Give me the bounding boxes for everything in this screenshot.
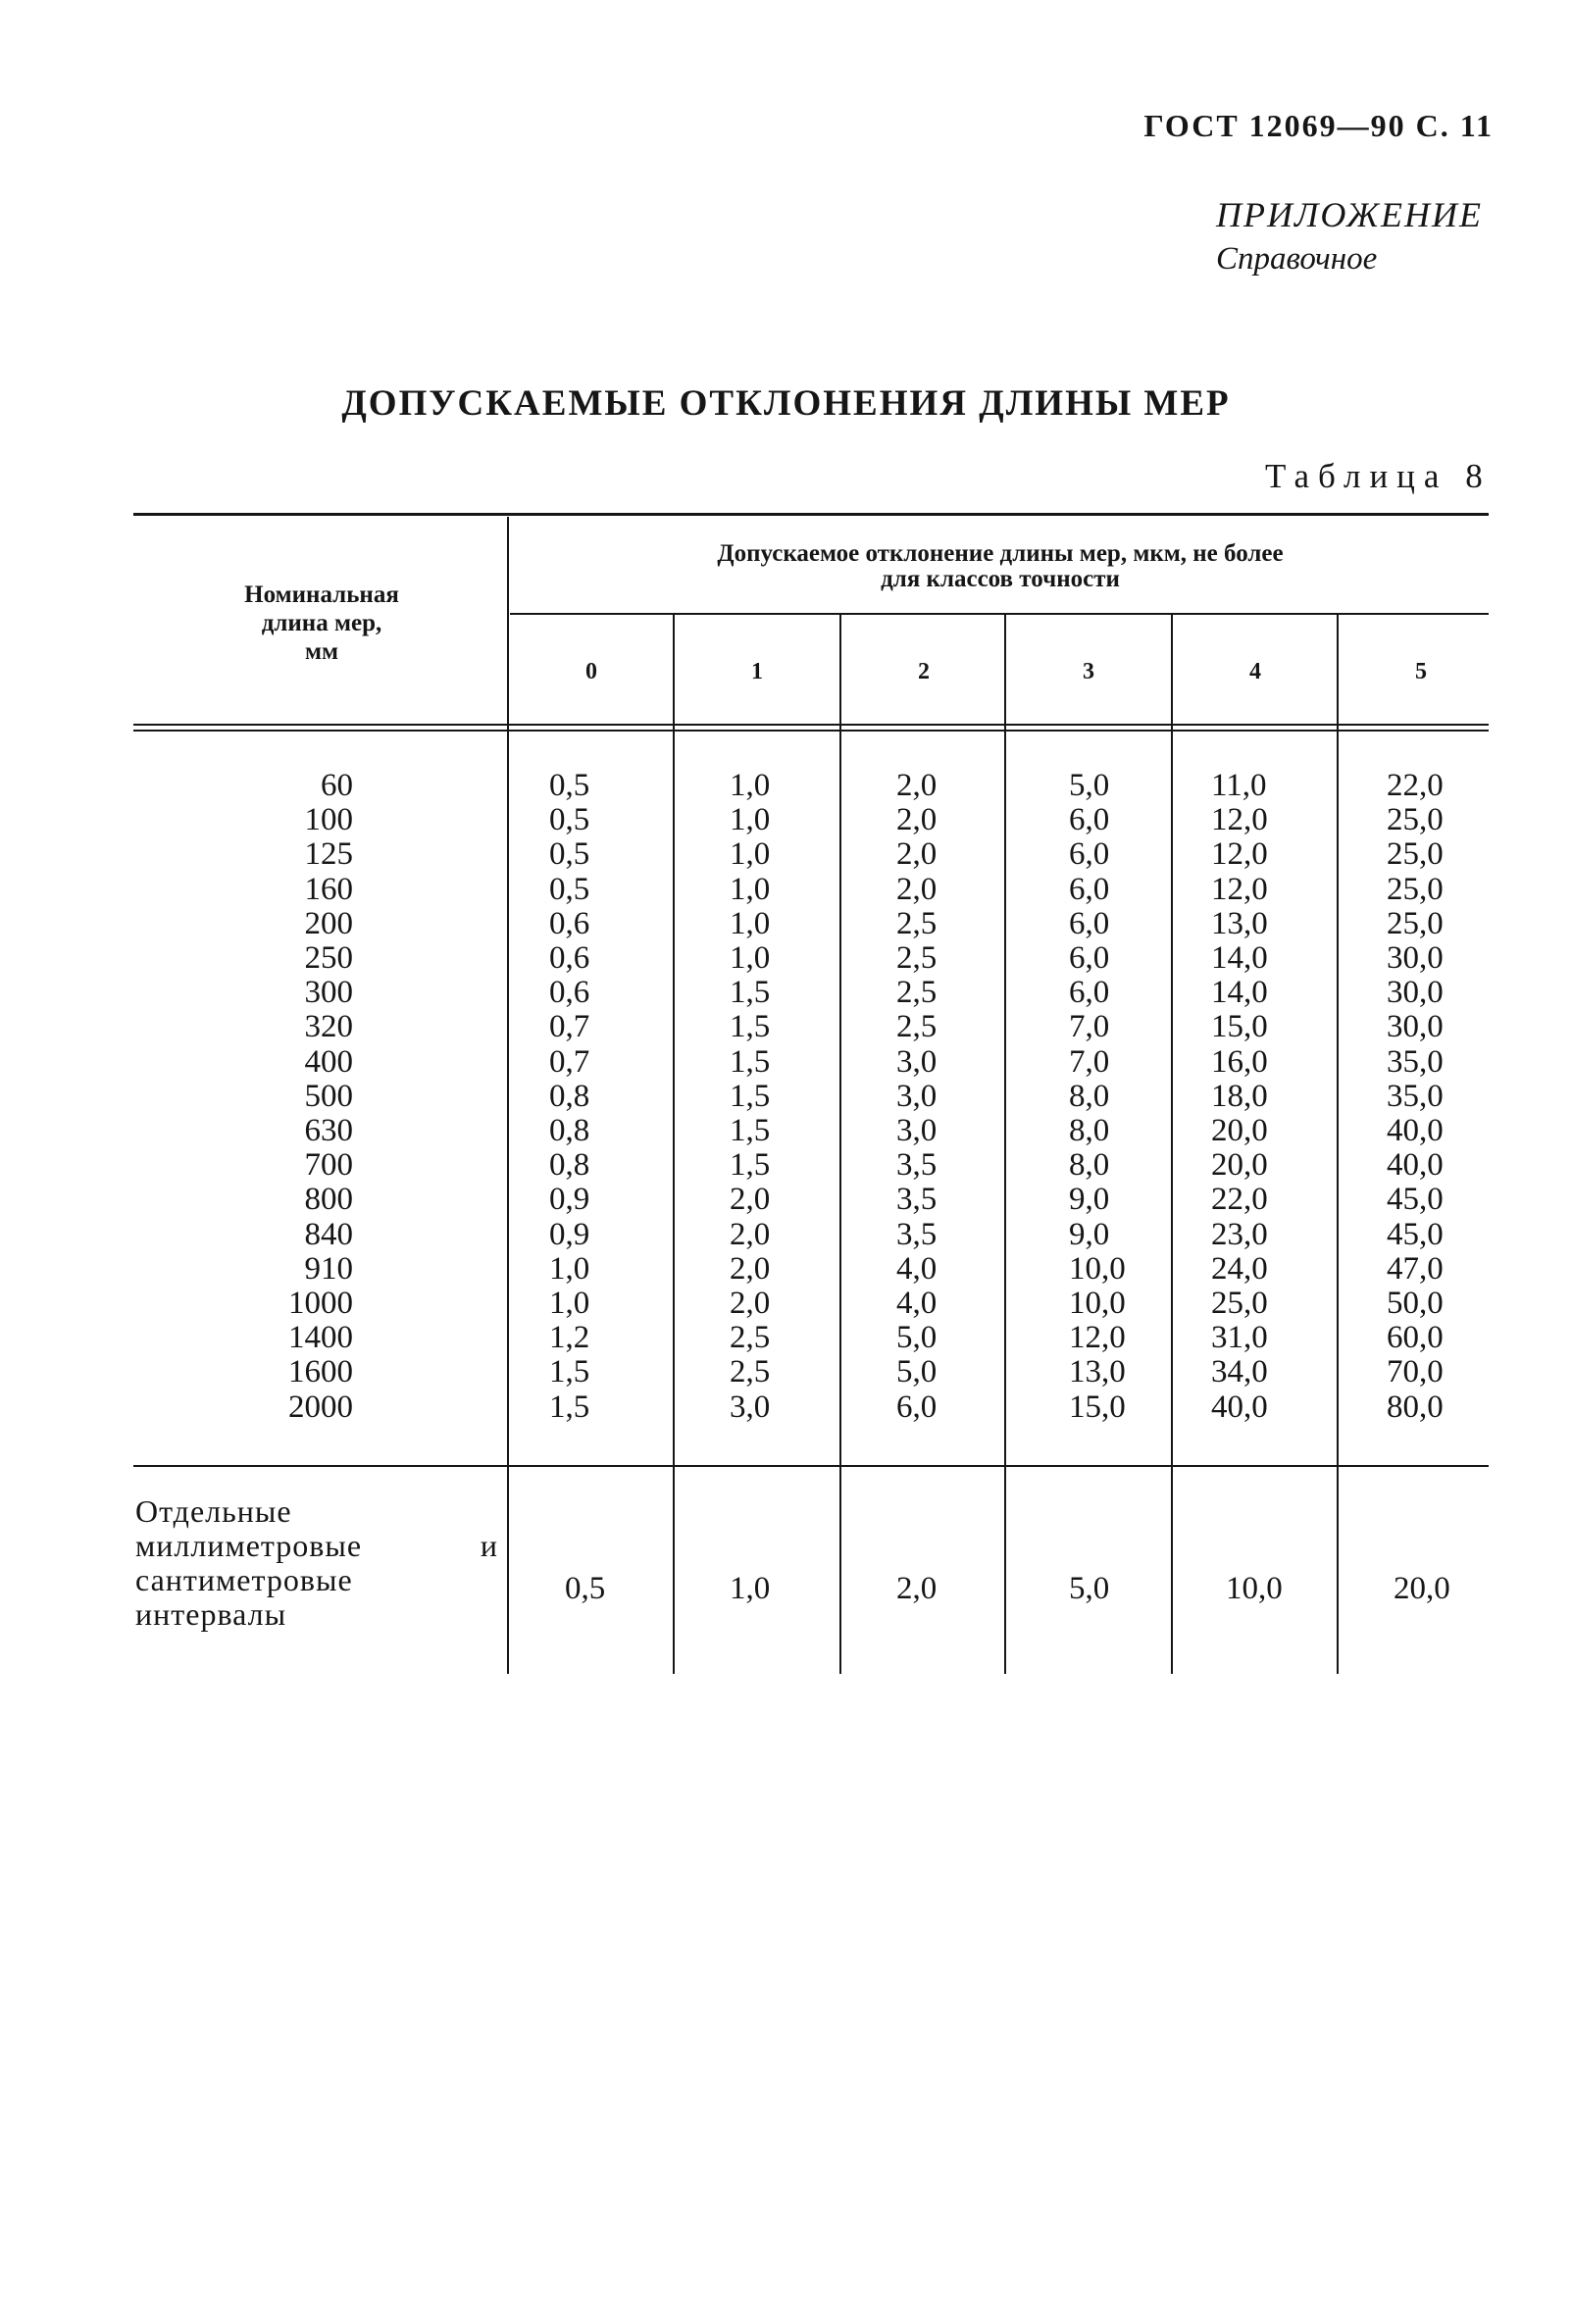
row-value-class-3: 13,0 <box>1069 1354 1126 1389</box>
row-value-class-1: 1,5 <box>730 1009 771 1044</box>
header-bottom-rule-1 <box>133 724 1489 726</box>
row-value-class-5: 30,0 <box>1387 1009 1444 1044</box>
row-value-class-2: 6,0 <box>896 1389 938 1425</box>
row-value-class-5: 30,0 <box>1387 940 1444 976</box>
footer-value-class-3: 5,0 <box>1069 1571 1110 1606</box>
row-length: 200 <box>304 906 353 941</box>
row-value-class-2: 3,0 <box>896 1044 938 1080</box>
row-value-class-2: 2,5 <box>896 906 938 941</box>
row-value-class-2: 2,5 <box>896 1009 938 1044</box>
row-value-class-5: 40,0 <box>1387 1113 1444 1148</box>
footer-value-class-1: 1,0 <box>730 1571 771 1606</box>
column-divider <box>839 615 841 1674</box>
row-length: 630 <box>304 1113 353 1148</box>
row-value-class-2: 4,0 <box>896 1286 938 1321</box>
stub-header-line: Номинальная <box>244 581 399 608</box>
row-value-class-4: 16,0 <box>1211 1044 1268 1080</box>
row-value-class-5: 70,0 <box>1387 1354 1444 1389</box>
row-value-class-1: 1,5 <box>730 1044 771 1080</box>
row-length: 60 <box>321 768 353 803</box>
row-length: 100 <box>304 802 353 837</box>
row-value-class-3: 5,0 <box>1069 768 1110 803</box>
row-value-class-1: 1,0 <box>730 872 771 907</box>
row-value-class-2: 5,0 <box>896 1354 938 1389</box>
row-value-class-4: 12,0 <box>1211 802 1268 837</box>
row-value-class-3: 6,0 <box>1069 836 1110 872</box>
group-header-line: для классов точности <box>881 566 1120 592</box>
class-header-0: 0 <box>585 659 597 684</box>
row-value-class-3: 8,0 <box>1069 1147 1110 1183</box>
row-value-class-4: 20,0 <box>1211 1113 1268 1148</box>
row-value-class-3: 8,0 <box>1069 1113 1110 1148</box>
row-value-class-1: 1,5 <box>730 975 771 1010</box>
table-label: Таблица 8 <box>1265 457 1492 495</box>
row-value-class-1: 1,0 <box>730 940 771 976</box>
row-value-class-2: 5,0 <box>896 1320 938 1355</box>
row-value-class-2: 3,5 <box>896 1182 938 1217</box>
row-value-class-0: 0,5 <box>549 872 590 907</box>
row-value-class-1: 1,5 <box>730 1113 771 1148</box>
row-length: 320 <box>304 1009 353 1044</box>
row-value-class-1: 3,0 <box>730 1389 771 1425</box>
row-value-class-2: 2,0 <box>896 802 938 837</box>
row-value-class-1: 2,0 <box>730 1286 771 1321</box>
row-value-class-0: 0,8 <box>549 1079 590 1114</box>
row-value-class-2: 3,5 <box>896 1217 938 1252</box>
row-length: 125 <box>304 836 353 872</box>
row-value-class-0: 0,8 <box>549 1113 590 1148</box>
row-value-class-5: 80,0 <box>1387 1389 1444 1425</box>
row-value-class-4: 24,0 <box>1211 1251 1268 1287</box>
row-value-class-4: 34,0 <box>1211 1354 1268 1389</box>
class-header-2: 2 <box>918 659 930 684</box>
row-value-class-4: 23,0 <box>1211 1217 1268 1252</box>
row-value-class-4: 40,0 <box>1211 1389 1268 1425</box>
row-length: 500 <box>304 1079 353 1114</box>
row-value-class-0: 0,9 <box>549 1217 590 1252</box>
row-value-class-5: 25,0 <box>1387 836 1444 872</box>
row-value-class-5: 45,0 <box>1387 1182 1444 1217</box>
row-length: 160 <box>304 872 353 907</box>
row-length: 800 <box>304 1182 353 1217</box>
row-value-class-0: 0,6 <box>549 975 590 1010</box>
row-value-class-5: 22,0 <box>1387 768 1444 803</box>
row-value-class-0: 1,0 <box>549 1251 590 1287</box>
row-value-class-2: 3,0 <box>896 1079 938 1114</box>
stub-header-line: мм <box>304 638 339 665</box>
row-value-class-2: 2,5 <box>896 940 938 976</box>
row-value-class-3: 6,0 <box>1069 802 1110 837</box>
row-value-class-3: 7,0 <box>1069 1009 1110 1044</box>
row-value-class-3: 6,0 <box>1069 940 1110 976</box>
row-value-class-2: 3,0 <box>896 1113 938 1148</box>
row-value-class-0: 0,6 <box>549 940 590 976</box>
group-header-rule <box>510 613 1489 615</box>
page-header: ГОСТ 12069—90 С. 11 <box>1143 108 1494 143</box>
row-value-class-5: 35,0 <box>1387 1079 1444 1114</box>
row-length: 1600 <box>288 1354 353 1389</box>
page-title: ДОПУСКАЕМЫЕ ОТКЛОНЕНИЯ ДЛИНЫ МЕР <box>341 383 1231 424</box>
row-value-class-4: 12,0 <box>1211 836 1268 872</box>
class-header-3: 3 <box>1083 659 1094 684</box>
row-value-class-1: 1,0 <box>730 836 771 872</box>
row-value-class-3: 10,0 <box>1069 1286 1126 1321</box>
row-value-class-4: 15,0 <box>1211 1009 1268 1044</box>
footer-value-class-0: 0,5 <box>565 1571 606 1606</box>
row-value-class-0: 0,7 <box>549 1044 590 1080</box>
column-divider <box>1337 615 1339 1674</box>
row-value-class-3: 6,0 <box>1069 872 1110 907</box>
body-bottom-rule <box>133 1465 1489 1467</box>
row-value-class-4: 14,0 <box>1211 940 1268 976</box>
column-divider <box>1171 615 1173 1674</box>
row-value-class-4: 25,0 <box>1211 1286 1268 1321</box>
row-value-class-2: 2,0 <box>896 768 938 803</box>
row-value-class-0: 1,2 <box>549 1320 590 1355</box>
row-value-class-5: 45,0 <box>1387 1217 1444 1252</box>
row-value-class-1: 2,0 <box>730 1182 771 1217</box>
column-divider <box>1004 615 1006 1674</box>
row-value-class-3: 6,0 <box>1069 975 1110 1010</box>
row-value-class-1: 1,0 <box>730 906 771 941</box>
row-length: 910 <box>304 1251 353 1287</box>
footer-row-label: Отдельные миллиметровые и сантиметровые интервалы <box>135 1493 498 1632</box>
header-bottom-rule-2 <box>133 730 1489 732</box>
appendix-label: ПРИЛОЖЕНИЕ <box>1216 195 1483 234</box>
footer-value-class-4: 10,0 <box>1226 1571 1283 1606</box>
row-value-class-2: 2,5 <box>896 975 938 1010</box>
row-value-class-1: 2,0 <box>730 1217 771 1252</box>
row-value-class-0: 0,5 <box>549 768 590 803</box>
row-value-class-4: 18,0 <box>1211 1079 1268 1114</box>
row-value-class-3: 6,0 <box>1069 906 1110 941</box>
row-value-class-1: 1,5 <box>730 1147 771 1183</box>
row-value-class-5: 60,0 <box>1387 1320 1444 1355</box>
row-value-class-3: 12,0 <box>1069 1320 1126 1355</box>
row-value-class-0: 0,8 <box>549 1147 590 1183</box>
row-value-class-0: 0,6 <box>549 906 590 941</box>
row-value-class-1: 1,0 <box>730 802 771 837</box>
row-value-class-4: 22,0 <box>1211 1182 1268 1217</box>
footer-value-class-2: 2,0 <box>896 1571 938 1606</box>
row-value-class-3: 9,0 <box>1069 1217 1110 1252</box>
row-value-class-1: 2,5 <box>730 1354 771 1389</box>
row-value-class-4: 31,0 <box>1211 1320 1268 1355</box>
group-header-line: Допускаемое отклонение длины мер, мкм, не более <box>717 540 1284 567</box>
table-top-rule <box>133 513 1489 516</box>
row-value-class-3: 7,0 <box>1069 1044 1110 1080</box>
row-value-class-5: 25,0 <box>1387 872 1444 907</box>
row-value-class-2: 2,0 <box>896 836 938 872</box>
row-value-class-5: 50,0 <box>1387 1286 1444 1321</box>
row-length: 300 <box>304 975 353 1010</box>
row-value-class-5: 40,0 <box>1387 1147 1444 1183</box>
row-value-class-1: 1,5 <box>730 1079 771 1114</box>
row-length: 840 <box>304 1217 353 1252</box>
row-value-class-3: 9,0 <box>1069 1182 1110 1217</box>
row-length: 400 <box>304 1044 353 1080</box>
row-value-class-0: 1,5 <box>549 1354 590 1389</box>
row-value-class-1: 1,0 <box>730 768 771 803</box>
row-value-class-5: 25,0 <box>1387 906 1444 941</box>
row-value-class-0: 1,0 <box>549 1286 590 1321</box>
row-value-class-0: 1,5 <box>549 1389 590 1425</box>
row-value-class-0: 0,5 <box>549 836 590 872</box>
row-value-class-3: 15,0 <box>1069 1389 1126 1425</box>
row-value-class-2: 4,0 <box>896 1251 938 1287</box>
row-value-class-0: 0,9 <box>549 1182 590 1217</box>
stub-header-line: длина мер, <box>261 610 382 636</box>
row-value-class-5: 30,0 <box>1387 975 1444 1010</box>
row-value-class-3: 8,0 <box>1069 1079 1110 1114</box>
row-value-class-5: 47,0 <box>1387 1251 1444 1287</box>
row-value-class-3: 10,0 <box>1069 1251 1126 1287</box>
group-header <box>510 541 1491 592</box>
row-value-class-4: 11,0 <box>1211 768 1267 803</box>
row-value-class-5: 35,0 <box>1387 1044 1444 1080</box>
row-value-class-5: 25,0 <box>1387 802 1444 837</box>
row-length: 700 <box>304 1147 353 1183</box>
class-header-4: 4 <box>1249 659 1261 684</box>
row-value-class-2: 2,0 <box>896 872 938 907</box>
class-header-5: 5 <box>1415 659 1427 684</box>
class-header-1: 1 <box>751 659 763 684</box>
row-length: 1000 <box>288 1286 353 1321</box>
row-value-class-1: 2,5 <box>730 1320 771 1355</box>
row-value-class-4: 14,0 <box>1211 975 1268 1010</box>
row-value-class-1: 2,0 <box>730 1251 771 1287</box>
row-value-class-4: 13,0 <box>1211 906 1268 941</box>
stub-header <box>137 581 506 666</box>
appendix-type: Справочное <box>1216 241 1378 277</box>
row-length: 1400 <box>288 1320 353 1355</box>
row-length: 2000 <box>288 1389 353 1425</box>
column-divider <box>673 615 675 1674</box>
row-value-class-0: 0,7 <box>549 1009 590 1044</box>
row-value-class-4: 12,0 <box>1211 872 1268 907</box>
row-value-class-2: 3,5 <box>896 1147 938 1183</box>
row-length: 250 <box>304 940 353 976</box>
row-value-class-4: 20,0 <box>1211 1147 1268 1183</box>
row-value-class-0: 0,5 <box>549 802 590 837</box>
footer-value-class-5: 20,0 <box>1394 1571 1450 1606</box>
stub-divider <box>507 517 509 1674</box>
